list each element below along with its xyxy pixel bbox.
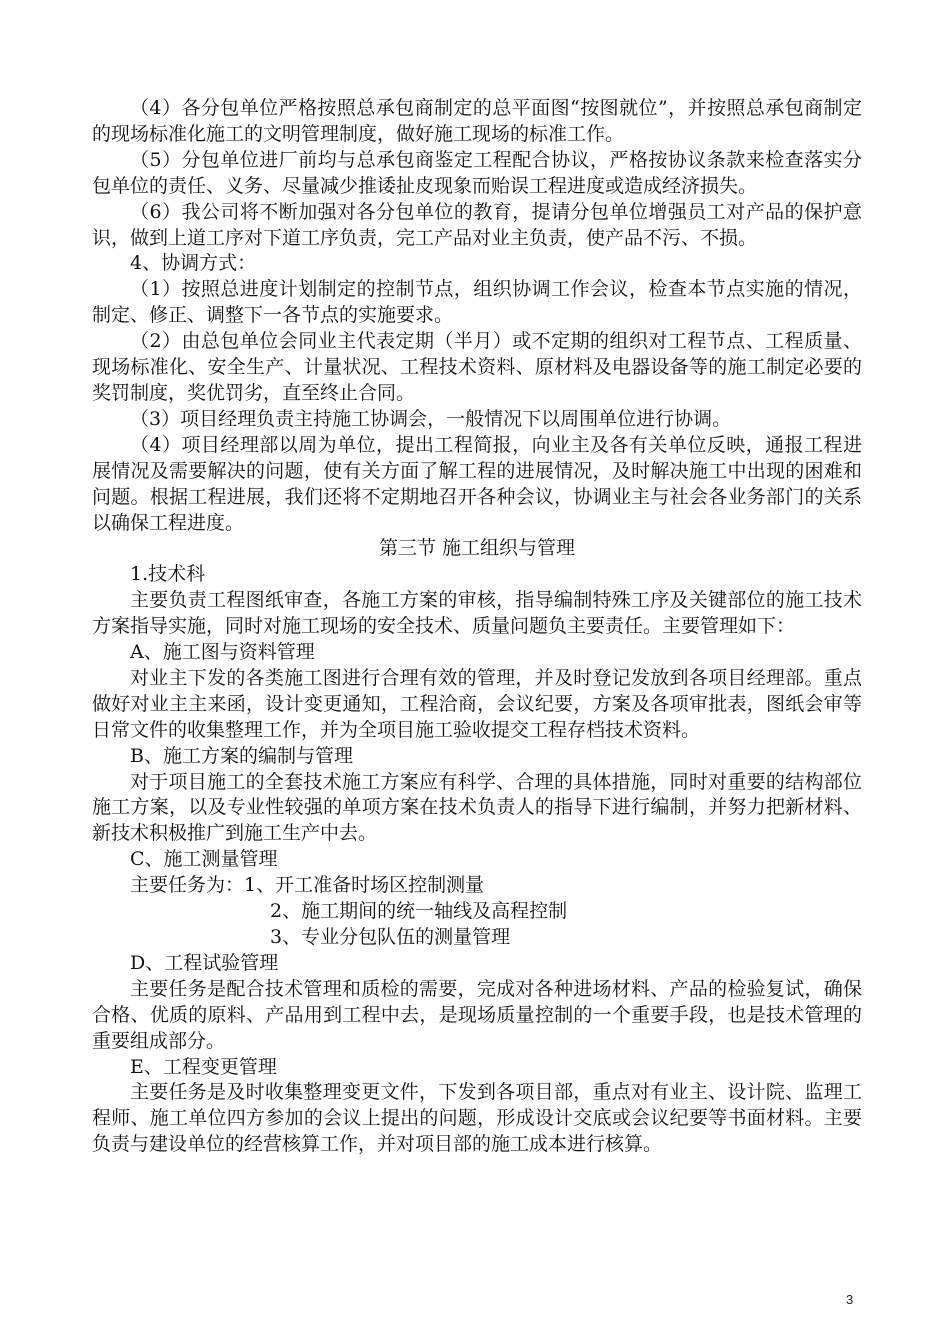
paragraph-drawing-management: 对业主下发的各类施工图进行合理有效的管理，并及时登记发放到各项目经理部。重点做好对业主主来函，设计变更通知，工程洽商，会议纪要，方案及各项审批表，图纸会审等日常文件的收集整理工作，并为全项目施工验收提交工程存档技术资料。 (92, 666, 862, 741)
heading-plan-management: B、施工方案的编制与管理 (130, 744, 353, 767)
paragraph-subcontract-education: （6）我公司将不断加强对各分包单位的教育，提请分包单位增强员工对产品的保护意识，做到上道工序对下道工序负责，完工产品对业主负责，使产品不污、不损。 (92, 200, 862, 249)
heading-coordination-method: 4、协调方式： (130, 252, 257, 275)
paragraph-subcontract-layout: （4）各分包单位严格按照总承包商制定的总平面图“按图就位”，并按照总承包商制定的现场标准化施工的文明管理制度，做好施工现场的标准工作。 (92, 97, 862, 145)
heading-survey-management: C、施工测量管理 (130, 848, 278, 871)
page-body (92, 96, 862, 1158)
paragraph-test-management: 主要任务是配合技术管理和质检的需要，完成对各种进场材料、产品的检验复试，确保合格、优质的原料、产品用到工程中去，是现场质量控制的一个重要手段，也是技术管理的重要组成部分。 (92, 977, 862, 1052)
survey-task-2: 2、施工期间的统一轴线及高程控制 (270, 900, 568, 923)
section-title: 第三节 施工组织与管理 (378, 537, 576, 560)
page-number: 3 (846, 1292, 854, 1307)
heading-change-management: E、工程变更管理 (130, 1055, 277, 1078)
heading-drawing-management: A、施工图与资料管理 (130, 641, 315, 664)
paragraph-coordination-3: （3）项目经理负责主持施工协调会，一般情况下以周围单位进行协调。 (130, 407, 732, 430)
paragraph-change-management: 主要任务是及时收集整理变更文件，下发到各项目部，重点对有业主、设计院、监理工程师、施工单位四方参加的会议上提出的问题，形成设计交底或会议纪要等书面材料。主要负责与建设单位的经营核算工作，并对项目部的施工成本进行核算。 (92, 1081, 862, 1156)
survey-task-1: 主要任务为：1、开工准备时场区控制测量 (130, 874, 485, 897)
paragraph-coordination-1: （1）按照总进度计划制定的控制节点，组织协调工作会议，检查本节点实施的情况，制定、修正、调整下一各节点的实施要求。 (92, 278, 862, 327)
heading-technical-dept: 1.技术科 (130, 563, 206, 586)
paragraph-coordination-2: （2）由总包单位会同业主代表定期（半月）或不定期的组织对工程节点、工程质量、现场标准化、安全生产、计量状况、工程技术资料、原材料及电器设备等的施工制定必要的奖罚制度，奖优罚劣，直至终止合同。 (92, 330, 862, 404)
paragraph-technical-duties: 主要负责工程图纸审查，各施工方案的审核，指导编制特殊工序及关键部位的施工技术方案指导实施，同时对施工现场的安全技术、质量问题负主要责任。主要管理如下： (92, 589, 862, 638)
paragraph-subcontract-agreement: （5）分包单位进厂前均与总承包商鉴定工程配合协议，严格按协议条款来检查落实分包单位的责任、义务、尽量减少推诿扯皮现象而贻误工程进度或造成经济损失。 (92, 148, 862, 197)
paragraph-coordination-4: （4）项目经理部以周为单位，提出工程简报，向业主及各有关单位反映，通报工程进展情况及需要解决的问题，使有关方面了解工程的进展情况，及时解决施工中出现的困难和问题。根据工程进展，我们还将不定期地召开各种会议，协调业主与社会各业务部门的关系以确保工程进度。 (92, 433, 862, 534)
paragraph-plan-management: 对于项目施工的全套技术施工方案应有科学、合理的具体措施，同时对重要的结构部位施工方案，以及专业性较强的单项方案在技术负责人的指导下进行编制，并努力把新材料、新技术积极推广到施工生产中去。 (92, 770, 862, 845)
heading-test-management: D、工程试验管理 (130, 951, 279, 974)
survey-task-3: 3、专业分包队伍的测量管理 (270, 926, 511, 948)
